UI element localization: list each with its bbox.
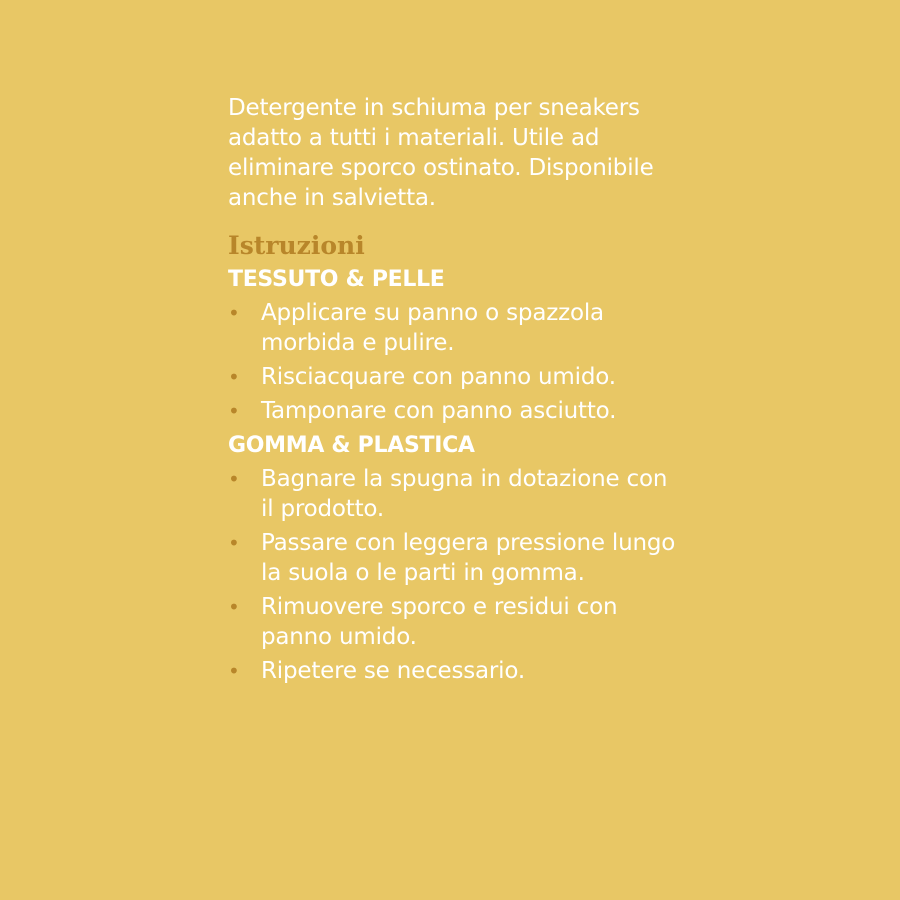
step-text: Risciacquare con panno umido.	[261, 364, 616, 390]
step-text: Rimuovere sporco e residui con panno umido.	[261, 594, 618, 650]
step-text: Ripetere se necessario.	[261, 658, 525, 684]
list-item	[228, 656, 878, 686]
list-item	[228, 362, 878, 392]
list-item	[228, 592, 878, 652]
section-title-rubber-plastic: GOMMA & PLASTICA	[228, 433, 475, 458]
bullet-icon	[228, 592, 240, 622]
content-block	[228, 93, 878, 690]
product-description: Detergente in schiuma per sneakers adatto a tutti i materiali. Utile ad eliminare sporco ostinato. Disponibile anche in salvietta.	[228, 95, 654, 211]
bullet-icon	[228, 656, 240, 686]
bullet-icon	[228, 396, 240, 426]
step-text: Passare con leggera pressione lungo la suola o le parti in gomma.	[261, 530, 676, 586]
step-text: Applicare su panno o spazzola morbida e pulire.	[261, 300, 604, 356]
bullet-icon	[228, 298, 240, 328]
section-title-fabric-leather: TESSUTO & PELLE	[228, 267, 445, 292]
fabric-leather-steps	[228, 298, 878, 426]
rubber-plastic-steps	[228, 464, 878, 686]
step-text: Bagnare la spugna in dotazione con il prodotto.	[261, 466, 668, 522]
step-text: Tamponare con panno asciutto.	[261, 398, 617, 424]
list-item	[228, 396, 878, 426]
bullet-icon	[228, 464, 240, 494]
bullet-icon	[228, 528, 240, 558]
list-item	[228, 528, 878, 588]
list-item	[228, 464, 878, 524]
list-item	[228, 298, 878, 358]
bullet-icon	[228, 362, 240, 392]
instructions-heading: Istruzioni	[228, 231, 365, 260]
